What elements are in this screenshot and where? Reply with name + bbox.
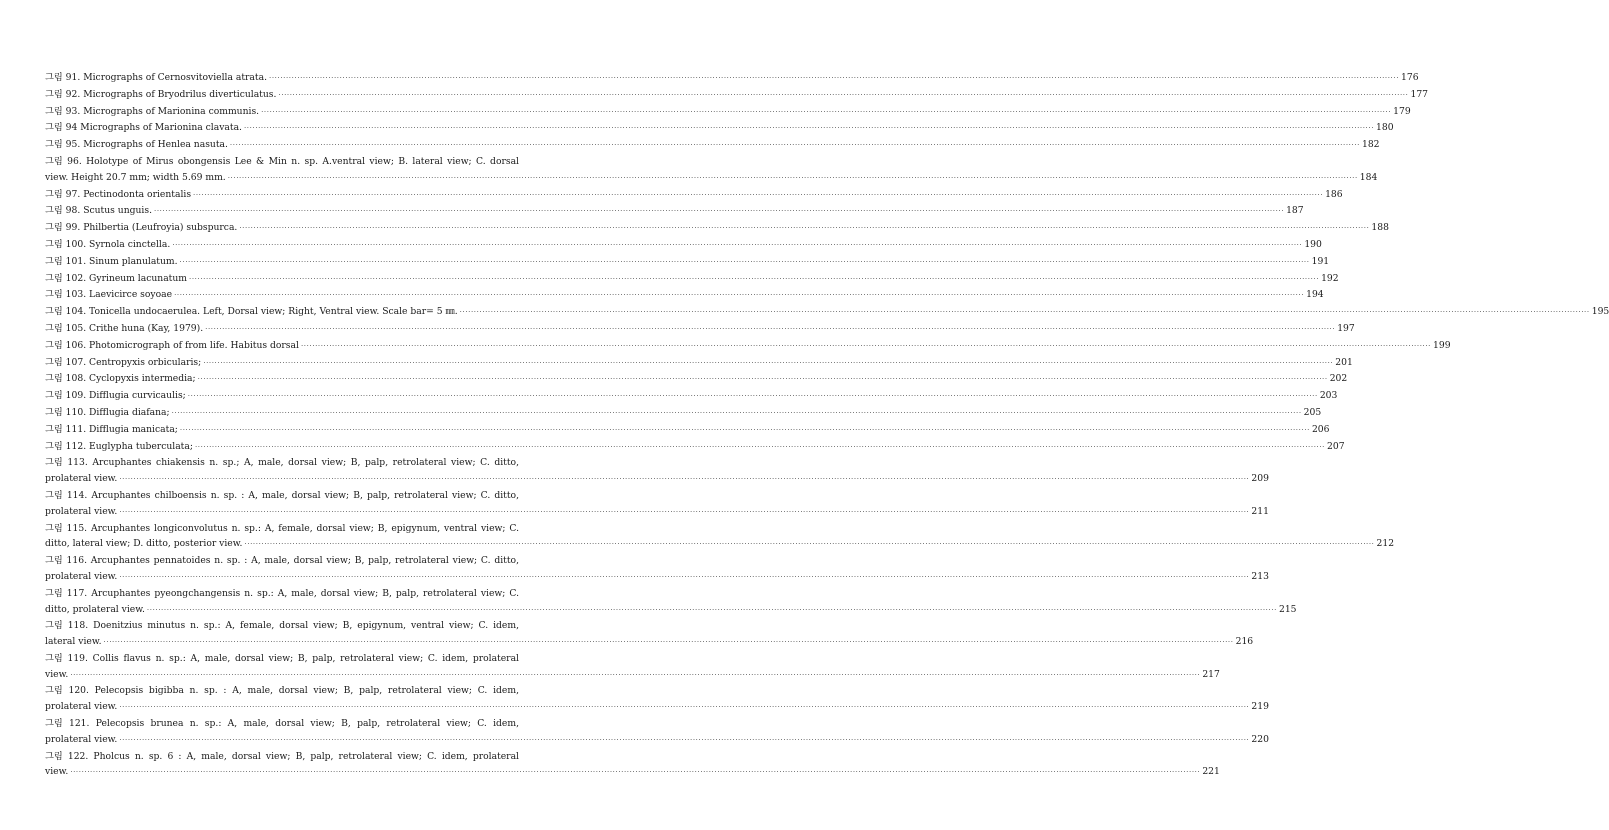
toc-entry (45, 683, 1269, 716)
dot-leader: ················································································································································································································································································································································································································ (119, 475, 1250, 484)
toc-entry (45, 87, 1429, 104)
entry-caption: 그림 98. Scutus unguis. (45, 205, 153, 217)
page-number: 220 (1251, 733, 1269, 745)
entry-caption-line2-row (45, 504, 1269, 521)
entry-caption-line2-row (45, 634, 1254, 651)
entry-caption-line1: 그림 96. Holotype of Mirus obongensis Lee & Min n. sp. A.ventral view; B. lateral view; C. dorsal (45, 155, 519, 167)
dot-leader: ················································································································································································································································································································································································································ (189, 274, 1320, 283)
entry-caption: 그림 104. Tonicella undocaerulea. Left, Dorsal view; Right, Ventral view. Scale bar= 5 ㎜. (45, 306, 458, 318)
page-number: 187 (1286, 205, 1304, 217)
page-number: 182 (1361, 139, 1380, 151)
dot-leader: ················································································································································································································································································································································································································ (459, 308, 1590, 317)
toc-entry (45, 488, 1269, 521)
entry-caption-line1: 그림 114. Arcuphantes chilboensis n. sp. : A, male, dorsal view; B, palp, retrolateral view; C. ditto, (45, 489, 519, 501)
entry-caption: 그림 93. Micrographs of Marionina communis. (45, 105, 260, 117)
dot-leader: ················································································································································································································································································································································································································ (239, 224, 1370, 233)
entry-caption-line2: view. (45, 668, 69, 680)
page-number: 212 (1376, 538, 1395, 550)
page-number: 195 (1591, 306, 1609, 318)
entry-caption: 그림 110. Difflugia diafana; (45, 406, 170, 418)
toc-entry (45, 355, 1353, 372)
page-number: 217 (1202, 668, 1220, 680)
entry-caption-line2-row (45, 471, 1269, 488)
dot-leader: ················································································································································································································································································································································································································ (197, 375, 1328, 384)
entry-caption-line2-row (45, 764, 1220, 781)
toc-entry (45, 203, 1304, 220)
entry-caption-line1: 그림 116. Arcuphantes pennatoides n. sp. : A, male, dorsal view; B, palp, retrolateral view; C. ditto, (45, 555, 519, 567)
entry-caption-line1: 그림 117. Arcuphantes pyeongchangensis n. sp.: A, male, dorsal view; B, palp, retrolateral view; C. (45, 587, 519, 599)
toc-entry (45, 422, 1330, 439)
toc-entry (45, 716, 1269, 749)
toc-entry (45, 271, 1339, 288)
toc-entry (45, 521, 1395, 554)
toc-entry (45, 154, 1378, 187)
entry-caption-line2: view. (45, 766, 69, 778)
entry-caption: 그림 101. Sinum planulatum. (45, 255, 178, 267)
page-number: 201 (1335, 356, 1353, 368)
dot-leader: ················································································································································································································································································································································································································ (171, 408, 1302, 417)
toc-entry (45, 104, 1411, 121)
toc-entry (45, 371, 1348, 388)
page-number: 219 (1251, 701, 1269, 713)
entry-caption-line2: view. Height 20.7 mm; width 5.69 mm. (45, 171, 226, 183)
page-number: 209 (1251, 473, 1269, 485)
toc-entry (45, 187, 1343, 204)
page-number: 176 (1401, 72, 1419, 83)
page-number: 188 (1371, 222, 1389, 234)
entry-caption-line2: ditto, lateral view; D. ditto, posterior view. (45, 538, 243, 550)
toc-entry (45, 749, 1220, 782)
entry-caption: 그림 99. Philbertia (Leufroyia) subspurca. (45, 222, 238, 234)
dot-leader: ················································································································································································································································································································································································································ (203, 358, 1334, 367)
page-number: 205 (1303, 406, 1322, 418)
dot-leader: ················································································································································································································································································································································································································ (194, 442, 1325, 451)
page-number: 215 (1278, 603, 1297, 615)
toc-entry (45, 137, 1380, 154)
entry-caption: 그림 94 Micrographs of Marionina clavata. (45, 122, 242, 134)
entry-caption: 그림 95. Micrographs of Henlea nasuta. (45, 139, 228, 151)
entry-caption-line2: prolateral view. (45, 473, 118, 485)
entry-caption-line2-row (45, 667, 1220, 684)
toc-entry (45, 651, 1220, 684)
page-number: 192 (1321, 272, 1339, 284)
toc-entry (45, 70, 1419, 87)
dot-leader: ················································································································································································································································································································································································································ (172, 240, 1303, 249)
page-number: 207 (1327, 440, 1345, 452)
page-number: 180 (1376, 122, 1394, 134)
entry-caption: 그림 92. Micrographs of Bryodrilus diverticulatus. (45, 88, 277, 100)
page-number: 184 (1359, 171, 1378, 183)
entry-caption-line2: prolateral view. (45, 701, 118, 713)
entry-caption-line2: ditto, prolateral view. (45, 603, 145, 615)
toc-entry (45, 304, 1609, 321)
dot-leader: ················································································································································································································································································································································································································ (146, 605, 1277, 614)
figure-list (45, 70, 1609, 781)
entry-caption-line1: 그림 122. Pholcus n. sp. 6 : A, male, dorsal view; B, palp, retrolateral view; C. idem, prolateral (45, 750, 519, 762)
entry-caption-line2-row (45, 732, 1269, 749)
toc-entry (45, 439, 1345, 456)
dot-leader: ················································································································································································································································································································································································································ (174, 291, 1305, 300)
dot-leader: ················································································································································································································································································································································································································ (70, 768, 1201, 777)
toc-entry (45, 338, 1451, 355)
page-number: 191 (1311, 255, 1330, 267)
dot-leader: ················································································································································································································································································································································································································ (70, 670, 1201, 679)
entry-caption-line2-row (45, 569, 1269, 586)
page-number: 199 (1433, 339, 1451, 351)
toc-entry (45, 388, 1338, 405)
entry-caption-line1: 그림 118. Doenitzius minutus n. sp.: A, female, dorsal view; B, epigynum, ventral view; C. idem, (45, 620, 519, 632)
entry-caption: 그림 103. Laevicirce soyoae (45, 289, 173, 301)
entry-caption-line1: 그림 120. Pelecopsis bigibba n. sp. : A, male, dorsal view; B, palp, retrolateral view; C. idem, (45, 685, 519, 697)
dot-leader: ················································································································································································································································································································································································································ (154, 207, 1285, 216)
entry-caption: 그림 100. Syrnola cinctella. (45, 238, 171, 250)
entry-caption-line2: prolateral view. (45, 570, 118, 582)
dot-leader: ················································································································································································································································································································································································································ (243, 124, 1375, 133)
entry-caption: 그림 97. Pectinodonta orientalis (45, 188, 192, 200)
entry-caption: 그림 102. Gyrineum lacunatum (45, 272, 188, 284)
entry-caption: 그림 112. Euglypha tuberculata; (45, 440, 193, 452)
toc-entry (45, 220, 1389, 237)
entry-caption: 그림 91. Micrographs of Cernosvitoviella atrata. (45, 72, 267, 83)
dot-leader: ················································································································································································································································································································································································································ (119, 735, 1250, 744)
toc-entry (45, 321, 1355, 338)
entry-caption-line2: lateral view. (45, 636, 102, 648)
entry-caption-line1: 그림 119. Collis flavus n. sp.: A, male, dorsal view; B, palp, retrolateral view; C. idem, prolateral (45, 652, 519, 664)
dot-leader: ················································································································································································································································································································································································································ (119, 507, 1250, 516)
dot-leader: ················································································································································································································································································································································································································ (227, 173, 1358, 182)
toc-entry (45, 120, 1394, 137)
entry-caption-line2-row (45, 602, 1297, 619)
page-number: 221 (1202, 766, 1220, 778)
page-number: 213 (1251, 570, 1269, 582)
dot-leader: ················································································································································································································································································································································································································ (278, 90, 1409, 99)
page-number: 203 (1319, 390, 1338, 402)
toc-entry (45, 405, 1322, 422)
page-number: 202 (1329, 373, 1348, 385)
dot-leader: ················································································································································································································································································································································································································ (300, 341, 1431, 350)
page-number: 186 (1325, 188, 1343, 200)
dot-leader: ················································································································································································································································································································································································································ (119, 703, 1250, 712)
toc-entry (45, 553, 1269, 586)
entry-caption-line1: 그림 113. Arcuphantes chiakensis n. sp.; A, male, dorsal view; B, palp, retrolateral view; C. ditto, (45, 457, 519, 469)
toc-entry (45, 237, 1322, 254)
entry-caption-line2-row (45, 536, 1395, 553)
dot-leader: ················································································································································································································································································································································································································ (187, 392, 1318, 401)
toc-entry (45, 618, 1254, 651)
dot-leader: ················································································································································································································································································································································································································ (179, 257, 1310, 266)
page-number: 216 (1235, 636, 1254, 648)
toc-entry (45, 455, 1269, 488)
dot-leader: ················································································································································································································································································································································································································ (269, 74, 1400, 82)
dot-leader: ················································································································································································································································································································································································································ (261, 107, 1392, 116)
entry-caption: 그림 108. Cyclopyxis intermedia; (45, 373, 196, 385)
entry-caption-line2: prolateral view. (45, 505, 118, 517)
dot-leader: ················································································································································································································································································································································································································ (193, 190, 1324, 199)
page-number: 206 (1311, 423, 1330, 435)
toc-entry (45, 254, 1330, 271)
dot-leader: ················································································································································································································································································································································································································ (179, 425, 1310, 434)
dot-leader: ················································································································································································································································································································································································································ (103, 638, 1234, 647)
entry-caption: 그림 107. Centropyxis orbicularis; (45, 356, 202, 368)
entry-caption: 그림 111. Difflugia manicata; (45, 423, 178, 435)
entry-caption-line1: 그림 115. Arcuphantes longiconvolutus n. sp.: A, female, dorsal view; B, epigynum, ventral view; C. (45, 522, 519, 534)
page-number: 179 (1393, 105, 1411, 117)
entry-caption: 그림 105. Crithe huna (Kay, 1979). (45, 322, 204, 334)
dot-leader: ················································································································································································································································································································································································································ (119, 572, 1250, 581)
entry-caption: 그림 109. Difflugia curvicaulis; (45, 390, 186, 402)
entry-caption: 그림 106. Photomicrograph of from life. Habitus dorsal (45, 339, 299, 351)
page-number: 197 (1337, 322, 1355, 334)
dot-leader: ················································································································································································································································································································································································································ (244, 540, 1375, 549)
entry-caption-line1: 그림 121. Pelecopsis brunea n. sp.: A, male, dorsal view; B, palp, retrolateral view; C. idem, (45, 718, 519, 730)
page-number: 190 (1304, 238, 1322, 250)
entry-caption-line2-row (45, 699, 1269, 716)
entry-caption-line2-row (45, 170, 1378, 187)
page-number: 211 (1251, 505, 1269, 517)
page-number: 177 (1410, 88, 1429, 100)
dot-leader: ················································································································································································································································································································································································································ (205, 324, 1336, 333)
toc-entry (45, 586, 1297, 619)
toc-entry (45, 287, 1324, 304)
dot-leader: ················································································································································································································································································································································································································ (229, 141, 1360, 150)
entry-caption-line2: prolateral view. (45, 733, 118, 745)
page-number: 194 (1306, 289, 1324, 301)
